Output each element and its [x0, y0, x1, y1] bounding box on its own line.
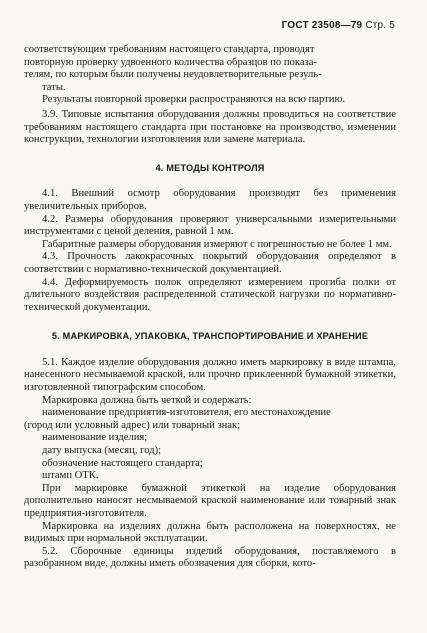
marking-list	[24, 407, 396, 483]
text-line: таты.	[42, 81, 66, 93]
section-heading-4: 4. МЕТОДЫ КОНТРОЛЯ	[155, 162, 265, 173]
text-line: повторную проверку удвоенного количества образцов по показа-	[24, 56, 317, 68]
standard-id: ГОСТ 23508—79	[281, 20, 363, 31]
paragraph-overall-dimensions: Габаритные размеры оборудования измеряют с погрешностью не более 1 мм.	[42, 238, 392, 250]
document-body	[24, 44, 396, 571]
page-header	[282, 20, 395, 31]
paragraph-paper-label: При маркировке бумажной этикеткой на изделие оборудования дополнительно наносят несмываемой краской наименование или товарный знак предприятия-изготовителя.	[24, 482, 396, 519]
paragraph-repeat-results: Результаты повторной проверки распространяются на всю партию.	[42, 94, 346, 106]
paragraph-marking-contents: Маркировка должна быть четкой и содержать:	[42, 394, 252, 406]
paragraph-4-3: 4.3. Прочность лакокрасочных покрытий оборудования определяют в соответствии с нормативно-технической документацией.	[24, 251, 396, 275]
paragraph-4-4: 4.4. Деформируемость полок определяют измерением прогиба полки от длительного воздействия распределенной статической нагрузки по нормативно-технической документации.	[24, 276, 396, 313]
paragraph-5-1: 5.1. Каждое изделие оборудования должно иметь маркировку в виде штампа, нанесенного несмываемой краской, или прочно приклеенной бумажной этикетки, изготовленной типографским способом.	[24, 356, 396, 394]
list-item: дату выпуска (месяц, год);	[42, 445, 162, 457]
list-item: штамп ОТК.	[42, 470, 99, 482]
continued-paragraph	[24, 44, 396, 94]
list-item: (город или условный адрес) или товарный знак;	[24, 419, 241, 431]
section-heading-5: 5. МАРКИРОВКА, УПАКОВКА, ТРАНСПОРТИРОВАНИЕ И ХРАНЕНИЕ	[51, 331, 369, 342]
paragraph-3-9: 3.9. Типовые испытания оборудования должны проводиться на соответствие требованиям настоящего стандарта при постановке на производство, изменении конструкции, технологии изготовления или замене материала.	[24, 108, 396, 146]
paragraph-4-1: 4.1. Внешний осмотр оборудования производят без применения увеличительных приборов.	[24, 188, 396, 212]
text-line: телям, по которым были получены неудовлетворительные резуль-	[24, 69, 322, 81]
paragraph-5-2: 5.2. Сборочные единицы изделий оборудования, поставляемого в разобранном виде, должны иметь обозначения для сборки, кото-	[24, 545, 396, 570]
list-item: обозначение настоящего стандарта;	[42, 457, 203, 469]
paragraph-4-2: 4.2. Размеры оборудования проверяют универсальными измерительными инструментами с ценой деления, равной 1 мм.	[24, 213, 396, 238]
page-number: Стр. 5	[365, 20, 395, 31]
list-item: наименование предприятия-изготовителя, его местонахождение	[42, 407, 331, 419]
text-line: соответствующим требованиям настоящего стандарта, проводят	[24, 44, 315, 55]
list-item: наименование изделия;	[42, 432, 148, 444]
paragraph-marking-location: Маркировка на изделиях должна быть расположена на поверхностях, не видимых при нормальной эксплуатации.	[24, 520, 396, 545]
